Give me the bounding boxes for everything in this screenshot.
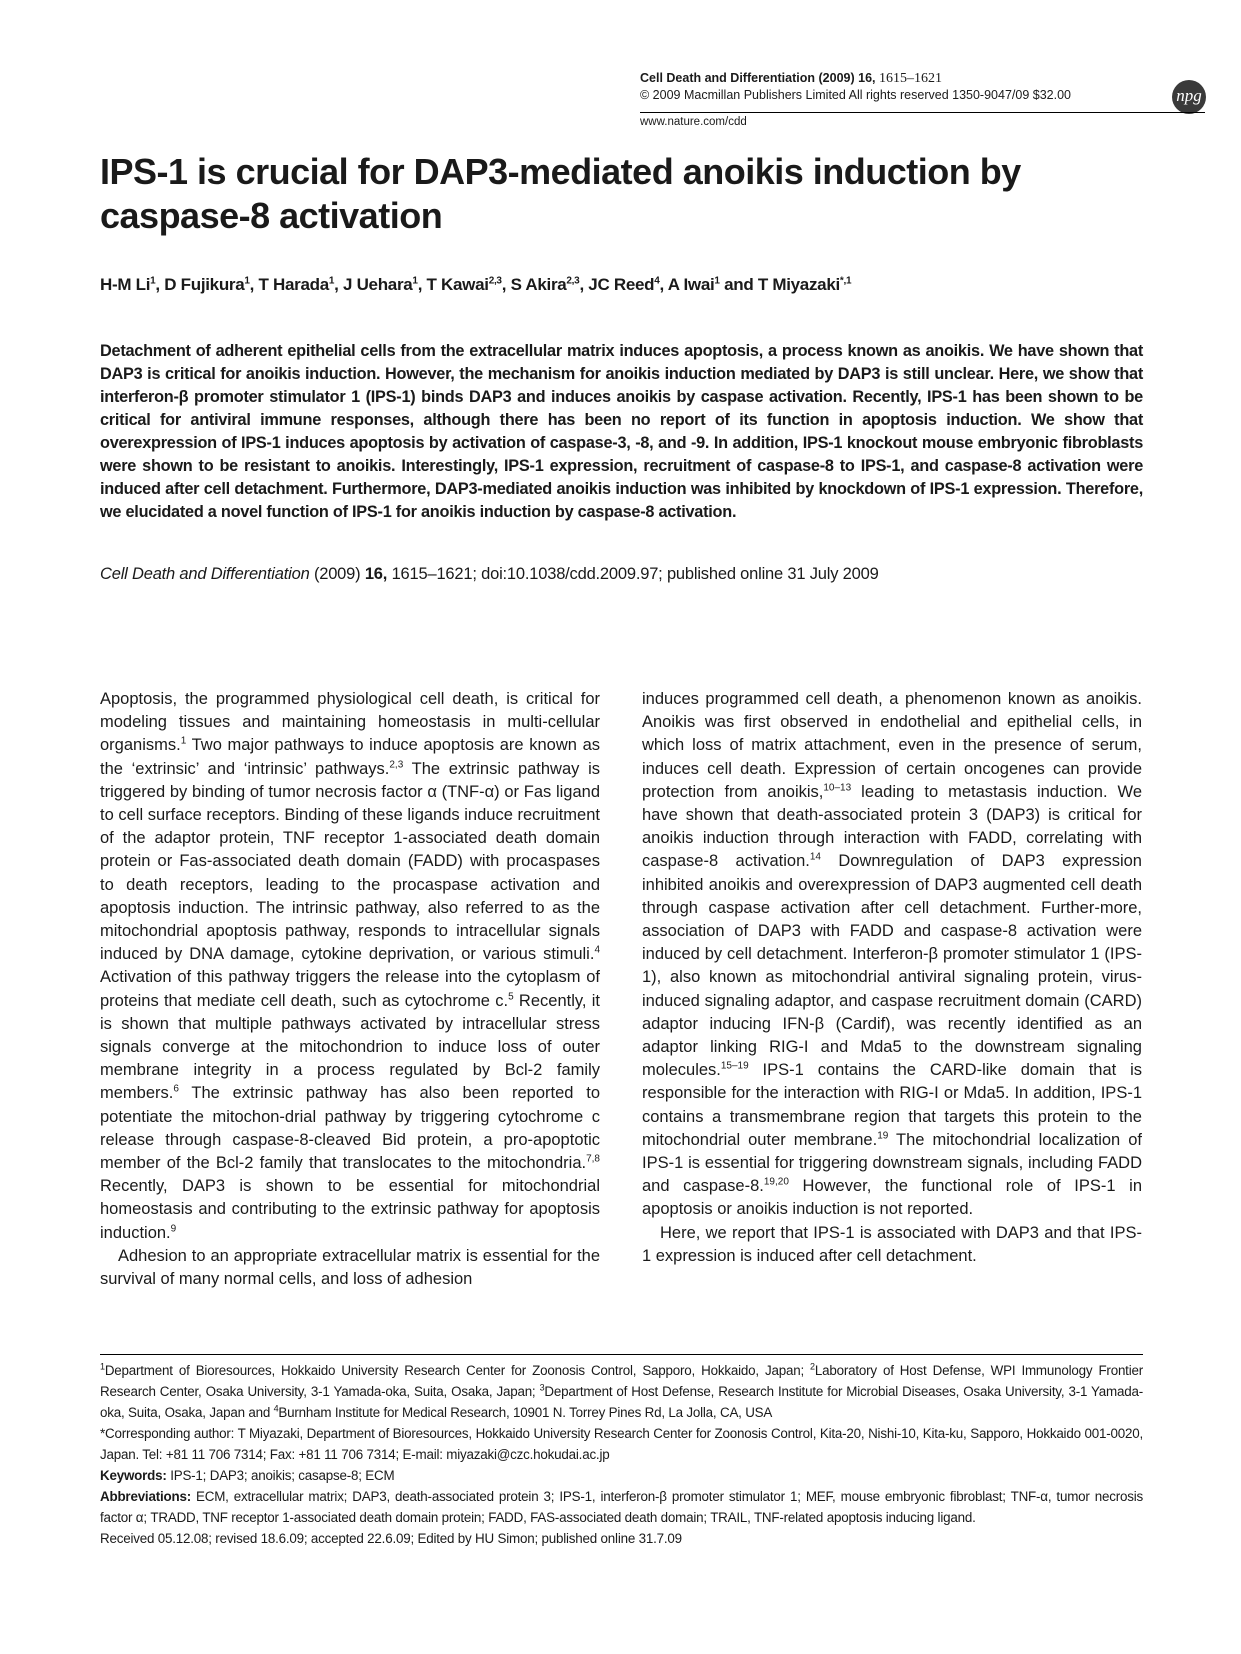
author: T Harada$^1$: [258, 275, 335, 294]
abstract: Detachment of adherent epithelial cells from the extracellular matrix induces apoptosis, a process known as anoikis. We have shown that DAP3 is critical for anoikis induction. However, the mechanism for anoikis induction mediated by DAP3 is still unclear. Here, we show that interferon-β promoter stimulator 1 (IPS-1) binds DAP3 and induces anoikis by caspase activation. Recently, IPS-1 has been shown to be critical for antiviral immune responses, although there has been no report of its function in apoptosis induction. We show that overexpression of IPS-1 induces apoptosis by activation of caspase-3, -8, and -9. In addition, IPS-1 knockout mouse embryonic fibroblasts were shown to be resistant to anoikis. Interestingly, IPS-1 expression, recruitment of caspase-8 to IPS-1, and caspase-8 activation were induced after cell detachment. Furthermore, DAP3-mediated anoikis induction was inhibited by knockdown of IPS-1 expression. Therefore, we elucidated a novel function of IPS-1 for anoikis induction by caspase-8 activation.: [100, 342, 1143, 521]
reference-superscript: 9: [170, 1223, 177, 1235]
body-paragraph: Here, we report that IPS-1 is associated with DAP3 and that IPS-1 expression is induced after cell detachment.: [642, 1223, 1142, 1265]
affiliation-number: 2: [810, 1361, 815, 1372]
author-list: H-M Li$^1$, D Fujikura$^1$, T Harada$^1$, J Uehara$^1$, T Kawai$^{2,3}$, S Akira$^{2,3}$, JC Reed$^4$, A Iwai$^1$ and T Miyazaki$^{*,1}$: [100, 275, 852, 294]
reference-superscript: 6: [173, 1083, 179, 1095]
header-divider: [640, 112, 1205, 113]
affiliation-number: 4: [273, 1403, 279, 1414]
reference-superscript: 10–13: [823, 782, 852, 794]
journal-name: Cell Death and Differentiation: [640, 71, 816, 85]
journal-line: [640, 70, 1140, 87]
reference-superscript: 19,20: [763, 1176, 789, 1188]
author-affiliation: 1: [244, 275, 250, 287]
reference-superscript: 2,3: [389, 759, 404, 771]
reference-superscript: 14: [809, 851, 821, 863]
author: H-M Li$^1$: [100, 275, 156, 294]
author-affiliation: 1: [714, 275, 720, 287]
affiliation-number: 3: [539, 1382, 545, 1393]
citation-journal: Cell Death and Differentiation: [100, 565, 310, 583]
reference-superscript: 7,8: [586, 1153, 600, 1165]
citation-year: (2009): [313, 565, 361, 583]
keywords-label: Keywords:: [100, 1468, 167, 1483]
article-title: IPS-1 is crucial for DAP3-mediated anoikis induction by caspase-8 activation: [100, 151, 1021, 236]
abbreviations-text: ECM, extracellular matrix; DAP3, death-associated protein 3; IPS-1, interferon-β promoter stimulator 1; MEF, mouse embryonic fibroblast; TNF-α, tumor necrosis factor α; TRADD, TNF receptor 1-associated death domain protein; FADD, FAS-associated death domain; TRAIL, TNF-related apoptosis inducing ligand.: [100, 1489, 1143, 1525]
author-affiliation: 2,3: [488, 275, 502, 287]
author: S Akira$^{2,3}$: [510, 275, 580, 294]
citation-line: [100, 563, 1143, 586]
body-paragraph: Apoptosis, the programmed physiological cell death, is critical for modeling tissues and maintaining homeostasis in multi-cellular organisms.$^1$ Two major pathways to induce apoptosis are known as the ‘extrinsic’ and ‘intrinsic’ pathways.$^{2,3}$ The extrinsic pathway is triggered by binding of tumor necrosis factor α (TNF-α) or Fas ligand to cell surface receptors. Binding of these ligands induce recruitment of the adaptor protein, TNF receptor 1-associated death domain protein or Fas-associated death domain (FADD) with procaspases to death receptors, leading to the procaspase activation and apoptosis induction. The intrinsic pathway, also referred to as the mitochondrial apoptosis pathway, responds to intracellular signals induced by DNA damage, cytokine deprivation, or various stimuli.$^4$ Activation of this pathway triggers the release into the cytoplasm of proteins that mediate cell death, such as cytochrome c.$^5$ Recently, it is shown that multiple pathways activated by intracellular stress signals converge at the mitochondrion to induce loss of outer membrane integrity in a process regulated by Bcl-2 family members.$^6$ The extrinsic pathway has also been reported to potentiate the mitochon-drial pathway by triggering cytochrome c release through caspase-8-cleaved Bid protein, a pro-apoptotic member of the Bcl-2 family that translocates to the mitochondria.$^{7,8}$ Recently, DAP3 is shown to be essential for mitochondrial homeostasis and contributing to the extrinsic pathway for apoptosis induction.$^9$: [100, 690, 600, 1242]
reference-superscript: 1: [180, 735, 187, 747]
abbreviations-label: Abbreviations:: [100, 1489, 191, 1504]
affiliation-number: 1: [100, 1361, 105, 1372]
keywords-text: IPS-1; DAP3; anoikis; casapse-8; ECM: [166, 1468, 395, 1483]
reference-superscript: 15–19: [720, 1060, 749, 1072]
author-affiliation: 1: [328, 275, 335, 287]
citation-volume: 16,: [364, 565, 388, 583]
npg-logo: npg: [1172, 80, 1206, 114]
footnotes: [100, 1360, 1143, 1549]
author-affiliation: 4: [654, 275, 660, 287]
reference-superscript: 4: [594, 944, 600, 956]
reference-superscript: 19: [877, 1130, 889, 1142]
author: D Fujikura$^1$: [164, 275, 250, 294]
journal-volume: 16,: [858, 71, 876, 85]
citation-rest: 1615–1621; doi:10.1038/cdd.2009.97; published online 31 July 2009: [391, 565, 879, 583]
reference-superscript: 5: [508, 991, 514, 1003]
received-line: Received 05.12.08; revised 18.6.09; accepted 22.6.09; Edited by HU Simon; published online 31.7.09: [100, 1531, 682, 1546]
journal-year: (2009): [818, 71, 855, 85]
keywords: [100, 1465, 1143, 1486]
body-paragraph: Adhesion to an appropriate extracellular matrix is essential for the survival of many normal cells, and loss of adhesion: [100, 1246, 600, 1289]
author: JC Reed$^4$: [588, 275, 660, 294]
abbreviations: [100, 1486, 1143, 1528]
author: T Miyazaki$^{*,1}$: [757, 275, 852, 294]
footnote-divider: [100, 1354, 1143, 1355]
author-affiliation: 1: [150, 275, 156, 287]
journal-header: [640, 70, 1140, 104]
author: J Uehara$^1$: [343, 275, 418, 294]
author-affiliation: 1: [412, 275, 418, 287]
body-column-right: [642, 688, 1142, 1268]
corresponding-author: *Corresponding author: T Miyazaki, Department of Bioresources, Hokkaido University Research Center for Zoonosis Control, Kita-20, Nishi-10, Kita-ku, Sapporo, Hokkaido 001-0020, Japan. Tel: +81 11 706 7314; Fax: +81 11 706 7314; E-mail: miyazaki@czc.hokudai.ac.jp: [100, 1426, 1143, 1462]
affiliations: $^1$Department of Bioresources, Hokkaido University Research Center for Zoonosis Control, Sapporo, Hokkaido, Japan; $^2$Laboratory of Host Defense, WPI Immunology Frontier Research Center, Osaka University, 3-1 Yamada-oka, Suita, Osaka, Japan; $^3$Department of Host Defense, Research Institute for Microbial Diseases, Osaka University, 3-1 Yamada-oka, Suita, Osaka, Japan and $^4$Burnham Institute for Medical Research, 10901 N. Torrey Pines Rd, La Jolla, CA, USA: [100, 1361, 1143, 1420]
body-paragraph: induces programmed cell death, a phenomenon known as anoikis. Anoikis was first observed in endothelial and epithelial cells, in which loss of matrix attachment, even in the presence of serum, induces cell death. Expression of certain oncogenes can provide protection from anoikis,$^{10-13}$ leading to metastasis induction. We have shown that death-associated protein 3 (DAP3) is critical for anoikis induction through interaction with FADD, correlating with caspase-8 activation.$^{14}$ Downregulation of DAP3 expression inhibited anoikis and overexpression of DAP3 augmented cell death through caspase activation after cell detachment. Further-more, association of DAP3 with FADD and caspase-8 activation were induced by cell detachment. Interferon-β promoter stimulator 1 (IPS-1), also known as mitochondrial antiviral signaling protein, virus-induced signaling adaptor, and caspase recruitment domain (CARD) adaptor inducing IFN-β (Cardif), was recently identified as an adaptor linking RIG-I and Mda5 to the downstream signaling molecules.$^{15-19}$ IPS-1 contains the CARD-like domain that is responsible for the interaction with RIG-I or Mda5. In addition, IPS-1 contains a transmembrane region that targets this protein to the mitochondrial outer membrane.$^{19}$ The mitochondrial localization of IPS-1 is essential for triggering downstream signals, including FADD and caspase-8.$^{19,20}$ However, the functional role of IPS-1 in apoptosis or anoikis induction is not reported.: [642, 690, 1143, 1219]
journal-pages: 1615–1621: [879, 71, 943, 86]
author: T Kawai$^{2,3}$: [426, 275, 502, 294]
body-column-left: [100, 688, 600, 1291]
journal-url-link[interactable]: www.nature.com/cdd: [640, 116, 747, 128]
author-affiliation: 2,3: [566, 275, 580, 287]
author: A Iwai$^1$: [667, 275, 720, 294]
author-affiliation: *,1: [839, 275, 852, 287]
copyright-line: © 2009 Macmillan Publishers Limited All rights reserved 1350-9047/09 $32.00: [640, 88, 1071, 102]
